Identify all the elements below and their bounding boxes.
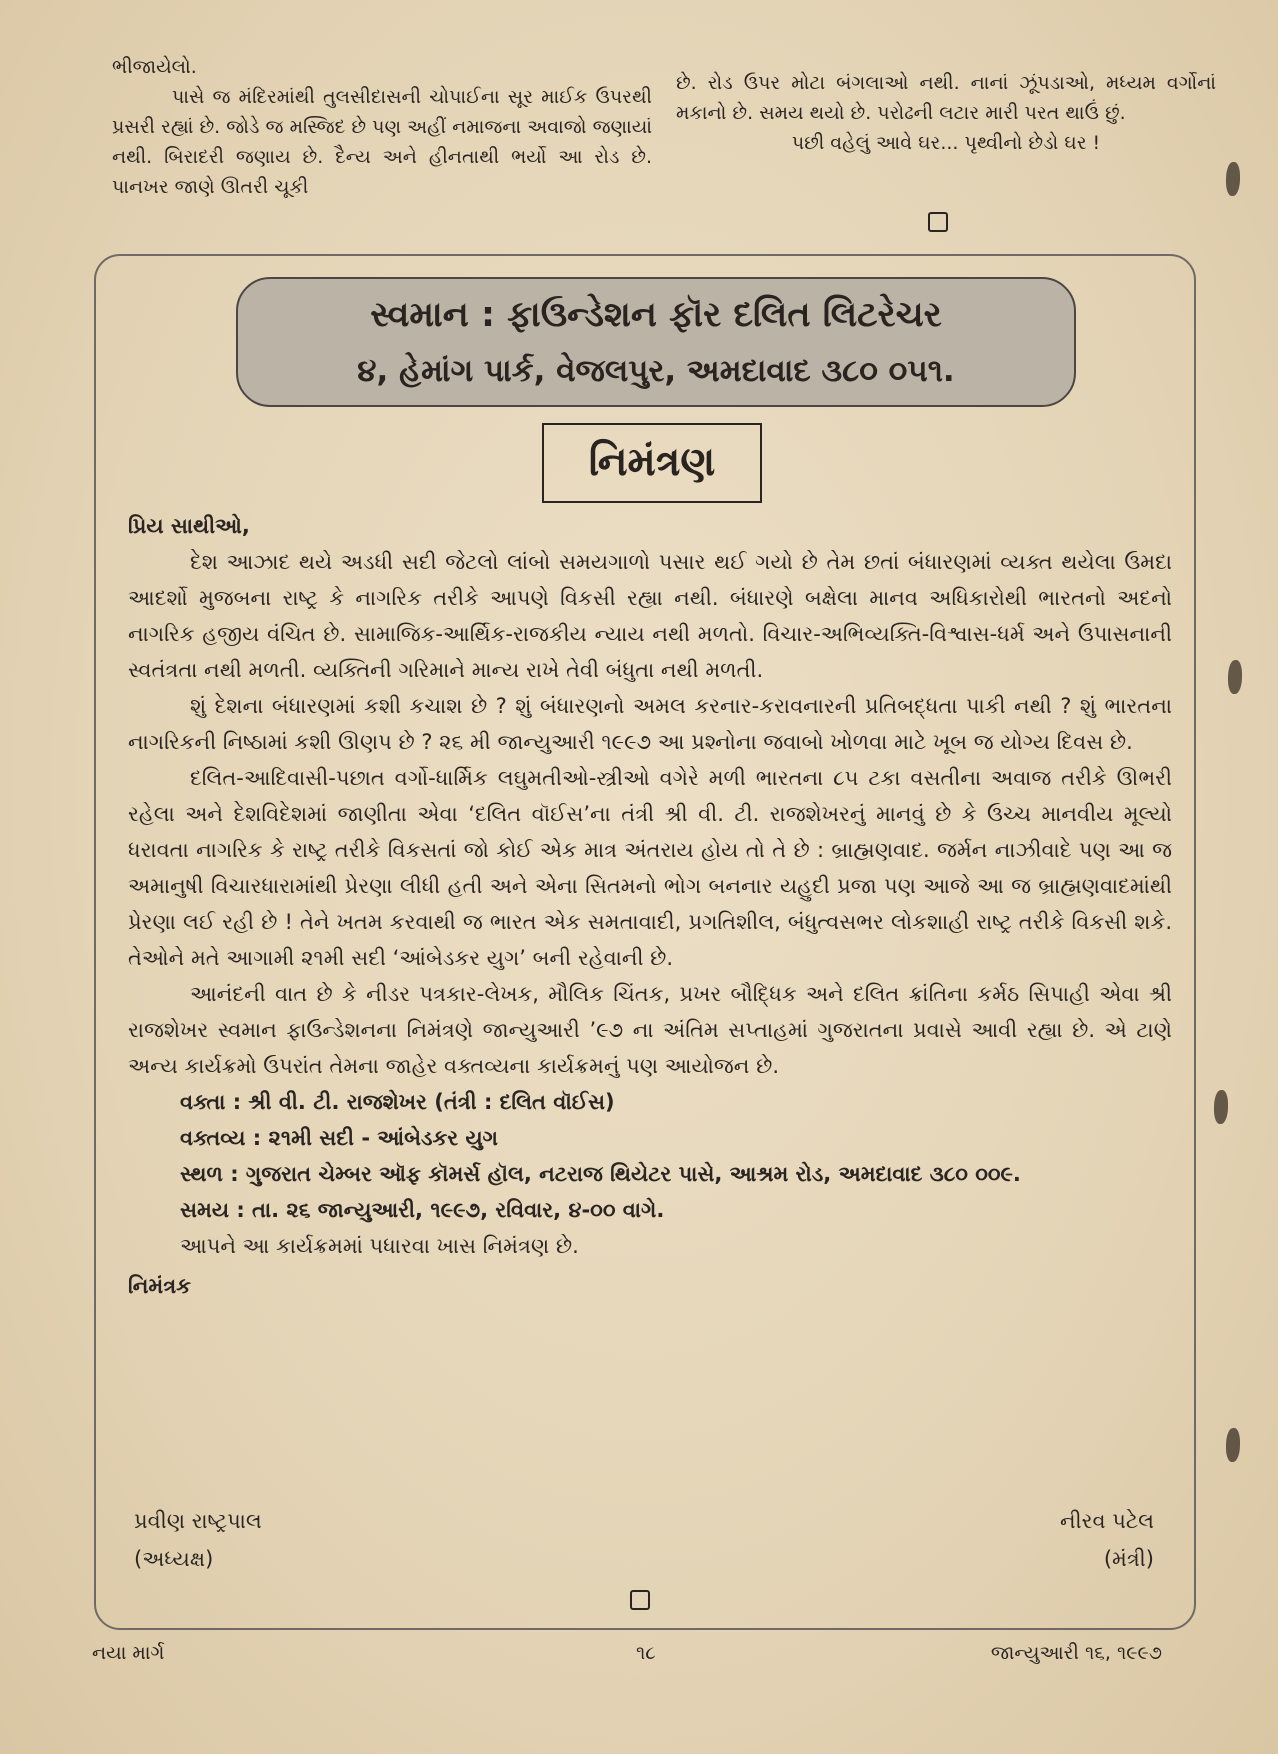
letter-paragraph: દલિત-આદિવાસી-પછાત વર્ગો-ધાર્મિક લઘુમતીઓ-સ્ત્રીઓ વગેરે મળી ભારતના ૮૫ ટકા વસતીના અવાજ તરીકે ઊભરી રહેલા અને દેશવિદેશમાં જાણીતા એવા ‘દલિત વૉઈસ’ના તંત્રી શ્રી વી. ટી. રાજશેખરનું માનવું છે કે ઉચ્ચ માનવીય મૂલ્યો ધરાવતા નાગરિક કે રાષ્ટ્ર તરીકે વિકસતાં જો કોઈ એક માત્ર અંતરાય હોય તો તે છે : બ્રાહ્મણવાદ. જર્મન નાઝીવાદે પણ આ જ અમાનુષી વિચારધારામાંથી પ્રેરણા લીધી હતી અને એના સિતમનો ભોગ બનનાર યહુદી પ્રજા પણ આજે આ જ બ્રાહ્મણવાદમાંથી પ્રેરણા લઈ રહી છે ! તેને ખતમ કરવાથી જ ભારત એક સમતાવાદી, પ્રગતિશીલ, બંધુત્વસભર લોકશાહી રાષ્ટ્ર તરીકે વિકસી શકે. તેઓને મતે આગામી ૨૧મી સદી ‘આંબેડકર યુગ’ બની રહેવાની છે. bbox=[128, 766, 1172, 970]
binding-hole bbox=[1214, 1090, 1228, 1124]
event-venue: સ્થળ : ગુજરાત ચેમ્બર ઑફ કૉમર્સ હૉલ, નટરાજ થિયેટર પાસે, આશ્રમ રોડ, અમદાવાદ ૩૮૦ ૦૦૯. bbox=[180, 1162, 1021, 1186]
issue-date: જાન્યુઆરી ૧૬, ૧૯૯૭ bbox=[990, 1642, 1162, 1664]
signatory-role: (મંત્રી) bbox=[1103, 1547, 1154, 1571]
letter-paragraph: આનંદની વાત છે કે નીડર પત્રકાર-લેખક, મૌલિક ચિંતક, પ્રખર બૌદ્ધિક અને દલિત ક્રાંતિના કર્મઠ સિપાહી એવા શ્રી રાજશેખર સ્વમાન ફાઉન્ડેશનના નિમંત્રણે જાન્યુઆરી ’૯૭ ના અંતિમ સપ્તાહમાં ગુજરાતના પ્રવાસે આવી રહ્યા છે. એ ટાણે અન્ય કાર્યક્રમો ઉપરાંત તેમના જાહેર વક્તવ્યના કાર્યક્રમનું પણ આયોજન છે. bbox=[128, 982, 1172, 1078]
signatory-name: નીરવ પટેલ bbox=[1060, 1509, 1154, 1533]
letter-paragraph: શું દેશના બંધારણમાં કશી કચાશ છે ? શું બંધારણનો અમલ કરનાર-કરાવનારની પ્રતિબદ્ધતા પાકી નથી ? શું ભારતના નાગરિકની નિષ્ઠામાં કશી ઊણપ છે ? ૨૬ મી જાન્યુઆરી ૧૯૯૭ આ પ્રશ્નોના જવાબો ખોળવા માટે ખૂબ જ યોગ્ય દિવસ છે. bbox=[128, 694, 1172, 754]
article-column-left bbox=[112, 52, 652, 202]
column-paragraph: છે. રોડ ઉપર મોટા બંગલાઓ નથી. નાનાં ઝૂંપડાઓ, મધ્યમ વર્ગોનાં મકાનો છે. સમય થયો છે. પરોઢની લટાર મારી પરત થાઉં છું. bbox=[676, 72, 1216, 124]
signatory-left bbox=[134, 1502, 262, 1578]
invite-line: આપને આ કાર્યક્રમમાં પધારવા ખાસ નિમંત્રણ છે. bbox=[180, 1234, 579, 1258]
binding-hole bbox=[1228, 660, 1242, 694]
salutation: પ્રિય સાથીઓ, bbox=[128, 514, 250, 538]
invitation-end-mark bbox=[630, 1590, 650, 1610]
binding-hole bbox=[1226, 1428, 1240, 1462]
event-time: સમય : તા. ૨૬ જાન્યુઆરી, ૧૯૯૭, રવિવાર, ૪-૦૦ વાગે. bbox=[180, 1198, 665, 1222]
signatory-name: પ્રવીણ રાષ્ટ્રપાલ bbox=[134, 1509, 262, 1533]
invitation-heading: નિમંત્રણ bbox=[542, 423, 762, 503]
signatory-right bbox=[1060, 1502, 1154, 1578]
letter-paragraph: દેશ આઝાદ થયે અડધી સદી જેટલો લાંબો સમયગાળો પસાર થઈ ગયો છે તેમ છતાં બંધારણમાં વ્યક્ત થયેલા ઉમદા આદર્શો મુજબના રાષ્ટ્ર કે નાગરિક તરીકે આપણે વિકસી રહ્યા નથી. બંધારણે બક્ષેલા માનવ અધિકારોથી ભારતનો અદનો નાગરિક હજીય વંચિત છે. સામાજિક-આર્થિક-રાજકીય ન્યાય નથી મળતો. વિચાર-અભિવ્યક્તિ-વિશ્વાસ-ધર્મ અને ઉપાસનાની સ્વતંત્રતા નથી મળતી. વ્યક્તિની ગરિમાને માન્ય રાખે તેવી બંધુતા નથી મળતી. bbox=[128, 550, 1172, 682]
article-column-right bbox=[676, 68, 1216, 158]
signatory-role: (અધ્યક્ષ) bbox=[134, 1547, 214, 1571]
binding-hole bbox=[1226, 162, 1240, 196]
page-number: ૧૮ bbox=[636, 1642, 656, 1664]
event-speaker: વક્તા : શ્રી વી. ટી. રાજશેખર (તંત્રી : દલિત વૉઈસ) bbox=[180, 1090, 615, 1114]
foundation-address: ૪, હેમાંગ પાર્ક, વેજલપુર, અમદાવાદ ૩૮૦ ૦૫૧. bbox=[357, 353, 955, 389]
column-closing-line: પછી વહેલું આવે ઘર... પૃથ્વીનો છેડો ઘર ! bbox=[791, 132, 1101, 154]
invitation-letter bbox=[128, 508, 1172, 1304]
foundation-banner bbox=[236, 277, 1076, 407]
column-line: ભીજાયેલો. bbox=[112, 56, 197, 78]
foundation-title: સ્વમાન : ફાઉન્ડેશન ફૉર દલિત લિટરેચર bbox=[370, 295, 942, 335]
signoff: નિમંત્રક bbox=[128, 1274, 191, 1298]
article-end-mark bbox=[928, 212, 948, 232]
column-paragraph: પાસે જ મંદિરમાંથી તુલસીદાસની ચોપાઈના સૂર માઈક ઉપરથી પ્રસરી રહ્યાં છે. જોડે જ મસ્જિદ છે પણ અહીં નમાજના અવાજો જણાયાં નથી. બિરાદરી જણાય છે. દૈન્ય અને હીનતાથી ભર્યો આ રોડ છે. પાનખર જાણે ઊતરી ચૂકી bbox=[112, 86, 652, 198]
magazine-name: નયા માર્ગ bbox=[92, 1642, 165, 1664]
event-talk: વક્તવ્ય : ૨૧મી સદી - આંબેડકર યુગ bbox=[180, 1126, 498, 1150]
